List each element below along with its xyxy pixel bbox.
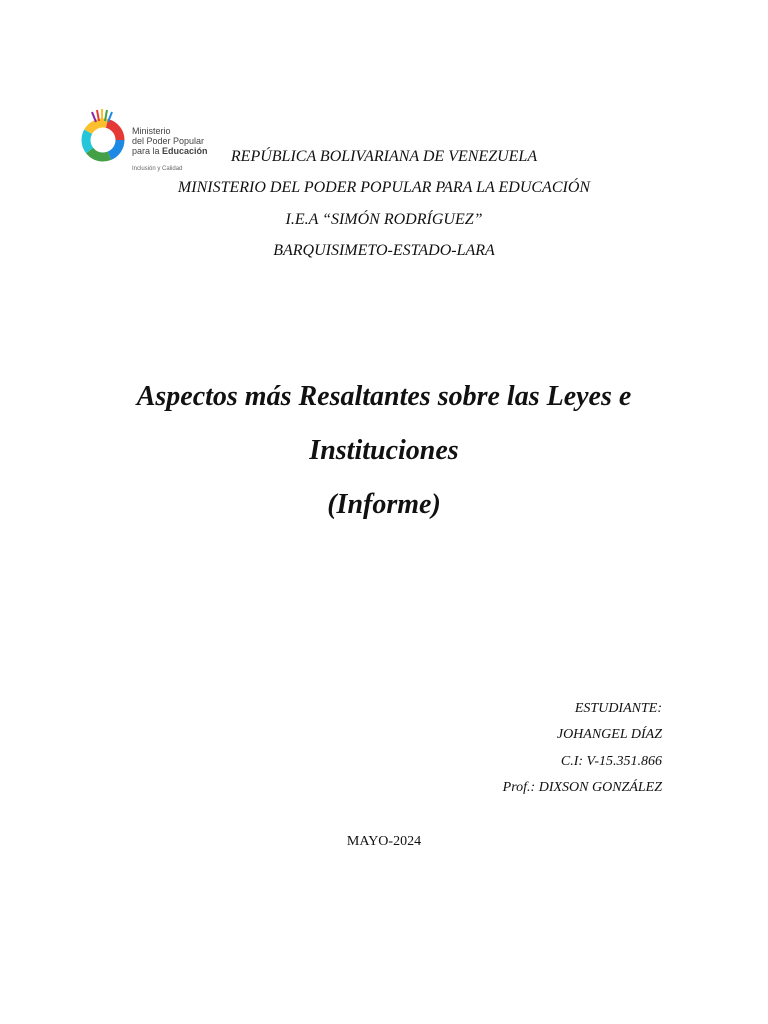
student-name: JOHANGEL DÍAZ bbox=[556, 727, 662, 742]
header-republic: REPÚBLICA BOLIVARIANA DE VENEZUELA bbox=[230, 148, 538, 165]
logo-text-bold: Educación bbox=[162, 146, 208, 156]
logo-tagline: Inclusión y Calidad bbox=[132, 166, 183, 172]
report-title-line2: Instituciones bbox=[309, 435, 459, 466]
logo-text-line2: del Poder Popular bbox=[132, 136, 205, 146]
professor-name: Prof.: DIXSON GONZÁLEZ bbox=[502, 780, 662, 795]
header-ministry: MINISTERIO DEL PODER POPULAR PARA LA EDUCACIÓN bbox=[177, 179, 591, 196]
ministry-logo bbox=[78, 106, 208, 178]
logo-text-line1: Ministerio bbox=[132, 126, 171, 136]
header-institution: I.E.A “SIMÓN RODRÍGUEZ” bbox=[285, 211, 483, 228]
report-title-line3: (Informe) bbox=[327, 489, 441, 520]
document-date: MAYO-2024 bbox=[346, 834, 422, 849]
report-title-line1: Aspectos más Resaltantes sobre las Leyes e bbox=[136, 381, 632, 412]
student-label: ESTUDIANTE: bbox=[574, 701, 662, 716]
student-ci: C.I: V-15.351.866 bbox=[560, 754, 662, 769]
header-location: BARQUISIMETO-ESTADO-LARA bbox=[273, 242, 495, 259]
logo-text-prefix: para la bbox=[132, 146, 160, 156]
